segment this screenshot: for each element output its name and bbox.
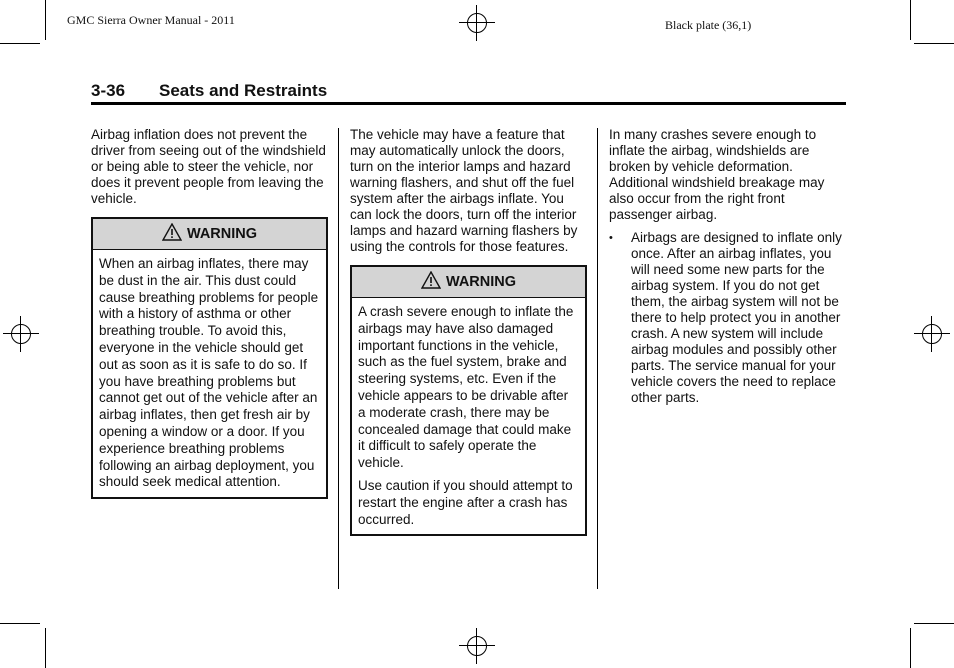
warning-header: [93, 219, 326, 250]
header-rule: [91, 102, 846, 105]
warning-box: [350, 265, 587, 536]
warning-title: WARNING: [186, 226, 258, 242]
warning-paragraph: A crash severe enough to inflate the airbags may have also damaged important functions in the vehicle, such as the fuel system, brake and steering systems, etc. Even if the vehicle appears to be drivable after a moderate crash, there may be concealed damage that could make it difficult to safely operate the vehicle.: [358, 304, 574, 471]
warning-body: [352, 298, 585, 534]
column-3: [609, 127, 846, 406]
page-number: 3-36: [91, 81, 126, 100]
slug-plate: Black plate (36,1): [665, 18, 752, 32]
body-paragraph: In many crashes severe enough to inflate the airbag, windshields are broken by vehicle deformation. Additional windshield breakage may also occur from the right front passenger airbag.: [609, 127, 825, 222]
crop-mark: [914, 43, 954, 44]
warning-body: [93, 250, 326, 497]
bullet-text: Airbags are designed to inflate only once. After an airbag inflates, you will need some new parts for the airbag system. If you do not get them, the airbag system will not be there to help protect you in another crash. A new system will include airbag modules and possibly other parts. The service manual for your vehicle covers the need to replace other parts.: [631, 230, 842, 405]
crop-mark: [910, 0, 911, 40]
bullet-icon: •: [609, 232, 613, 244]
warning-triangle-icon: [162, 223, 182, 245]
warning-triangle-icon: [421, 271, 441, 293]
registration-mark-icon: [3, 316, 39, 352]
body-paragraph: Airbag inflation does not prevent the driver from seeing out of the windshield or being able to steer the vehicle, nor does it prevent people from leaving the vehicle.: [91, 127, 326, 206]
column-1: [91, 127, 328, 499]
column-divider: [597, 128, 598, 589]
body-paragraph: The vehicle may have a feature that may automatically unlock the doors, turn on the interior lamps and hazard warning flashers, and shut off the fuel system after the airbags inflate. You can lock the doors, turn off the interior lamps and hazard warning flashers by using the controls for those features.: [350, 127, 578, 254]
registration-mark-icon: [914, 316, 950, 352]
warning-paragraph: Use caution if you should attempt to restart the engine after a crash has occurred.: [358, 477, 573, 527]
crop-mark: [914, 623, 954, 624]
crop-mark: [0, 43, 40, 44]
running-header: [91, 81, 327, 101]
section-title: Seats and Restraints: [159, 81, 328, 100]
crop-mark: [910, 628, 911, 668]
crop-mark: [45, 0, 46, 40]
registration-mark-icon: [459, 628, 495, 664]
warning-paragraph: When an airbag inflates, there may be dust in the air. This dust could cause breathing problems for people with a history of asthma or other breathing trouble. To avoid this, everyone in the vehicle should get out as soon as it is safe to do so. If you have breathing problems but cannot get out of the vehicle after an airbag inflates, then get fresh air by opening a window or a door. If you experience breathing problems following an airbag deployment, you should seek medical attention.: [99, 256, 319, 490]
warning-header: [352, 267, 585, 298]
column-2: [350, 127, 587, 536]
warning-box: [91, 217, 328, 499]
list-item: [609, 230, 846, 406]
registration-mark-icon: [459, 5, 495, 41]
crop-mark: [0, 623, 40, 624]
column-divider: [338, 128, 339, 589]
warning-title: WARNING: [445, 274, 517, 290]
crop-mark: [45, 628, 46, 668]
slug-title: GMC Sierra Owner Manual - 2011: [67, 13, 235, 27]
